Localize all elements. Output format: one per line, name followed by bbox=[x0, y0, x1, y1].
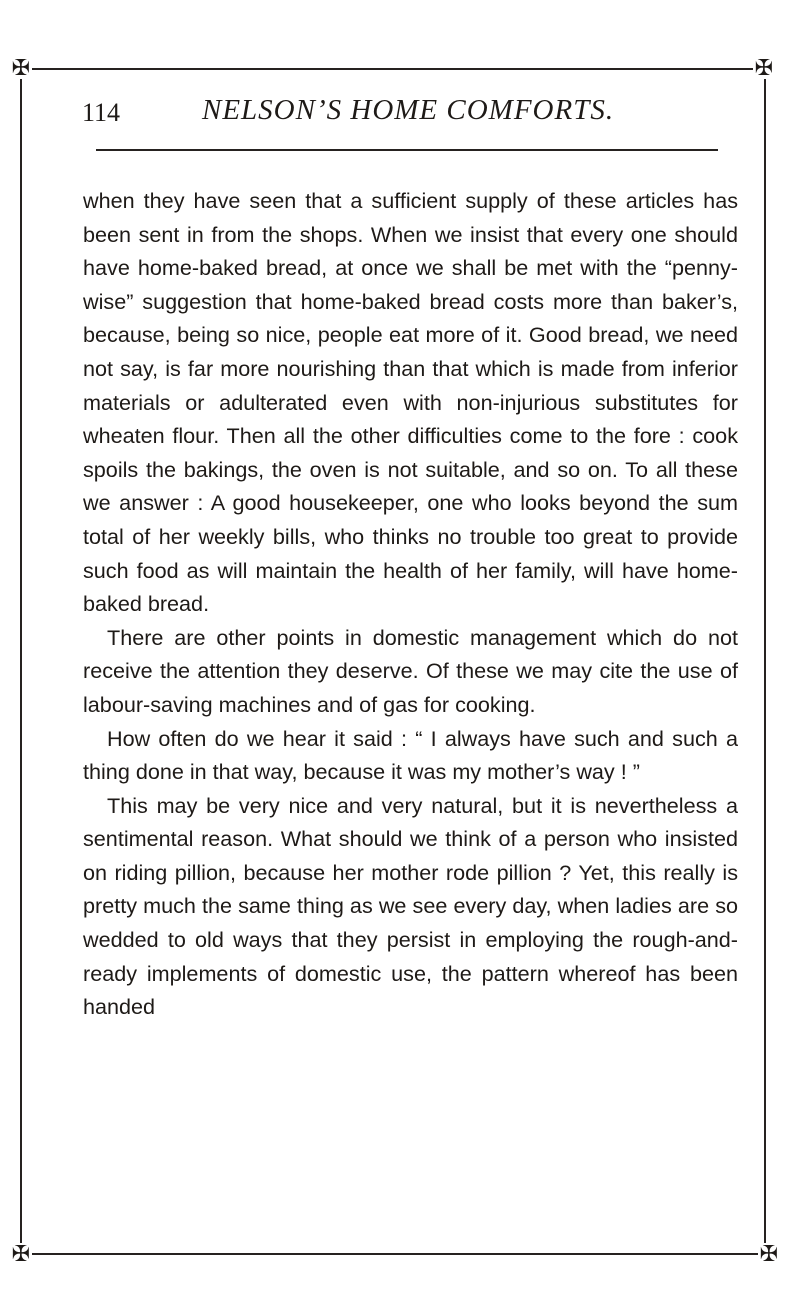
paragraph: This may be very nice and very natural, but it is nevertheless a sentimental reason. What should we think of a person who insisted on riding pillion, because her mother rode pillion ? Yet, this really is pretty much the same thing as we see every day, when ladies are so wedded to old ways that they persist in employing the rough-and-ready implements of domestic use, the pattern whereof has been handed bbox=[83, 792, 738, 1020]
paragraph: when they have seen that a sufficient supply of these articles has been sent in from the shops. When we insist that every one should have home-baked bread, at once we shall be met with the “penny-wise” suggestion that home-baked bread costs more than baker’s, because, being so nice, people eat more of it. Good bread, we need not say, is far more nourishing than that which is made from inferior materials or adulterated even with non-injurious substitutes for wheaten flour. Then all the other difficulties come to the fore : cook spoils the bakings, the oven is not suitable, and so on. To all these we answer : A good housekeeper, one who looks beyond the sum total of her weekly bills, who thinks no trouble too great to provide such food as will maintain the health of her family, will have home-baked bread. bbox=[83, 188, 738, 617]
cross-patee-ornament-icon: ✠ bbox=[11, 1241, 31, 1266]
page-number: 114 bbox=[82, 98, 121, 127]
page-header bbox=[82, 92, 740, 132]
frame-right-rule bbox=[764, 68, 766, 1254]
paragraph: There are other points in domestic management which do not receive the attention they deserve. Of these we may cite the use of labour-saving machines and of gas for cooking. bbox=[83, 624, 738, 717]
frame-left-rule bbox=[20, 68, 22, 1254]
cross-patee-ornament-icon: ✠ bbox=[759, 1241, 779, 1266]
running-title: NELSON’S HOME COMFORTS. bbox=[202, 94, 615, 126]
body-text bbox=[83, 184, 738, 1024]
cross-patee-ornament-icon: ✠ bbox=[754, 55, 774, 80]
paragraph: How often do we hear it said : “ I always have such and such a thing done in that way, because it was my mother’s way ! ” bbox=[83, 725, 738, 785]
frame-top-rule bbox=[22, 68, 764, 70]
frame-bottom-rule bbox=[22, 1253, 768, 1255]
cross-patee-ornament-icon: ✠ bbox=[11, 55, 31, 80]
header-rule bbox=[96, 149, 718, 151]
